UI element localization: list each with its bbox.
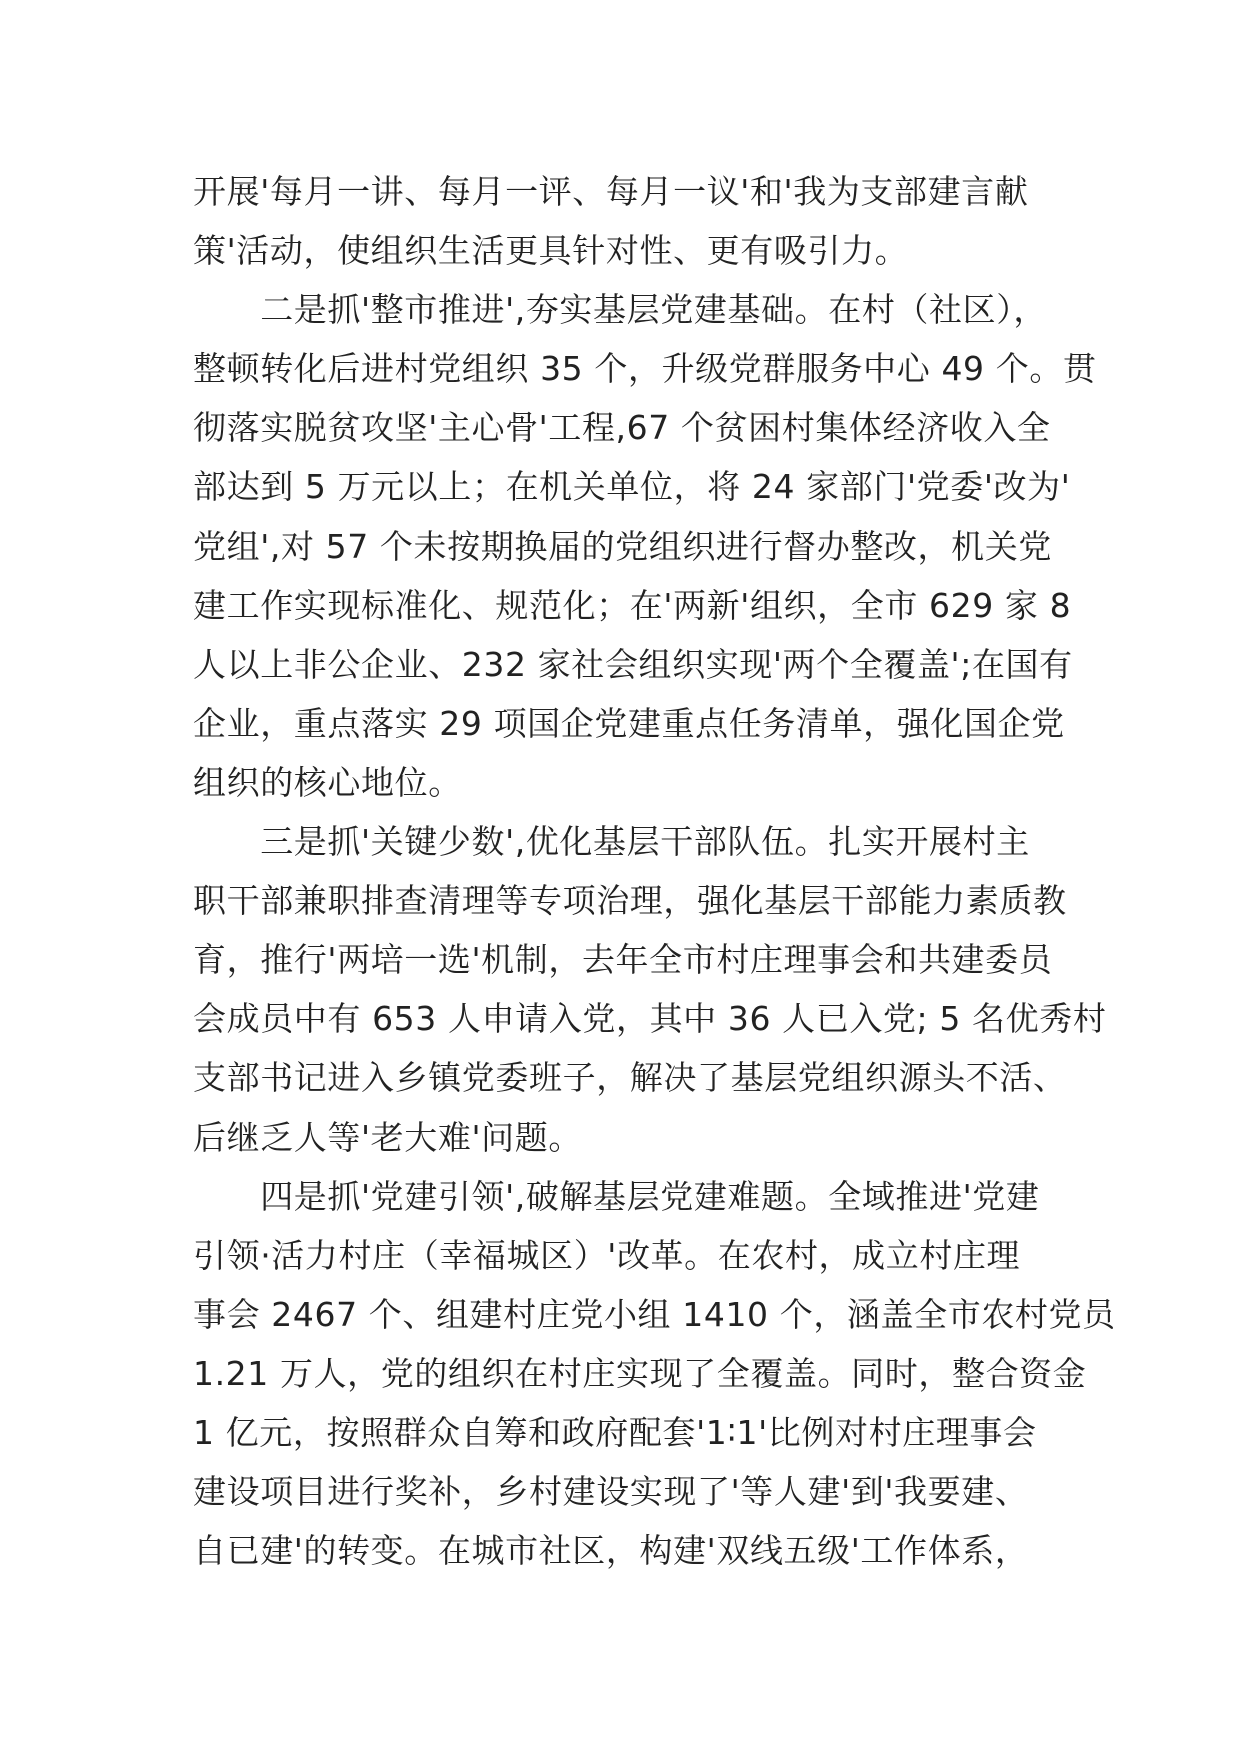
text-line: 组织的核心地位。 — [193, 762, 462, 802]
text-line: 开展'每月一讲、每月一评、每月一议'和'我为支部建言献 — [193, 172, 1029, 211]
text-line: 三是抓'关键少数',优化基层干部队伍。扎实开展村主 — [193, 822, 1030, 862]
text-line: 部达到 5 万元以上；在机关单位，将 24 家部门'党委'改为' — [193, 467, 1071, 507]
text-line: 职干部兼职排查清理等专项治理，强化基层干部能力素质教 — [193, 881, 1067, 921]
text-line: 自已建'的转变。在城市社区，构建'双线五级'工作体系， — [193, 1531, 1029, 1571]
text-line: 彻落实脱贫攻坚'主心骨'工程,67 个贫困村集体经济收入全 — [193, 408, 1051, 448]
text-line: 支部书记进入乡镇党委班子，解决了基层党组织源头不活、 — [193, 1058, 1067, 1098]
text-line: 建工作实现标准化、规范化；在'两新'组织，全市 629 家 8 — [193, 585, 1072, 625]
text-line: 企业，重点落实 29 项国企党建重点任务清单，强化国企党 — [193, 703, 1065, 743]
text-line: 策'活动，使组织生活更具针对性、更有吸引力。 — [193, 231, 909, 271]
text-line: 党组',对 57 个未按期换届的党组织进行督办整改，机关党 — [193, 526, 1052, 566]
text-line: 后继乏人等'老大难'问题。 — [193, 1117, 582, 1157]
text-line: 事会 2467 个、组建村庄党小组 1410 个，涵盖全市农村党员 — [193, 1294, 1116, 1334]
text-line: 引领·活力村庄（幸福城区）'改革。在农村，成立村庄理 — [193, 1235, 1021, 1275]
text-line: 1 亿元，按照群众自筹和政府配套'1∶1'比例对村庄理事会 — [193, 1412, 1037, 1452]
text-line: 整顿转化后进村党组织 35 个，升级党群服务中心 49 个。贯 — [193, 349, 1097, 389]
text-line: 1.21 万人，党的组织在村庄实现了全覆盖。同时，整合资金 — [193, 1353, 1087, 1393]
text-line: 四是抓'党建引领',破解基层党建难题。全域推进'党建 — [193, 1176, 1040, 1216]
text-line: 二是抓'整市推进',夯实基层党建基础。在村（社区）， — [193, 290, 1047, 330]
text-line: 人以上非公企业、232 家社会组织实现'两个全覆盖';在国有 — [193, 644, 1073, 684]
body-text — [193, 162, 1116, 1580]
text-line: 会成员中有 653 人申请入党，其中 36 人已入党; 5 名优秀村 — [193, 999, 1107, 1039]
text-line: 育，推行'两培一选'机制，去年全市村庄理事会和共建委员 — [193, 940, 1053, 980]
text-line: 建设项目进行奖补，乡村建设实现了'等人建'到'我要建、 — [193, 1472, 1029, 1512]
